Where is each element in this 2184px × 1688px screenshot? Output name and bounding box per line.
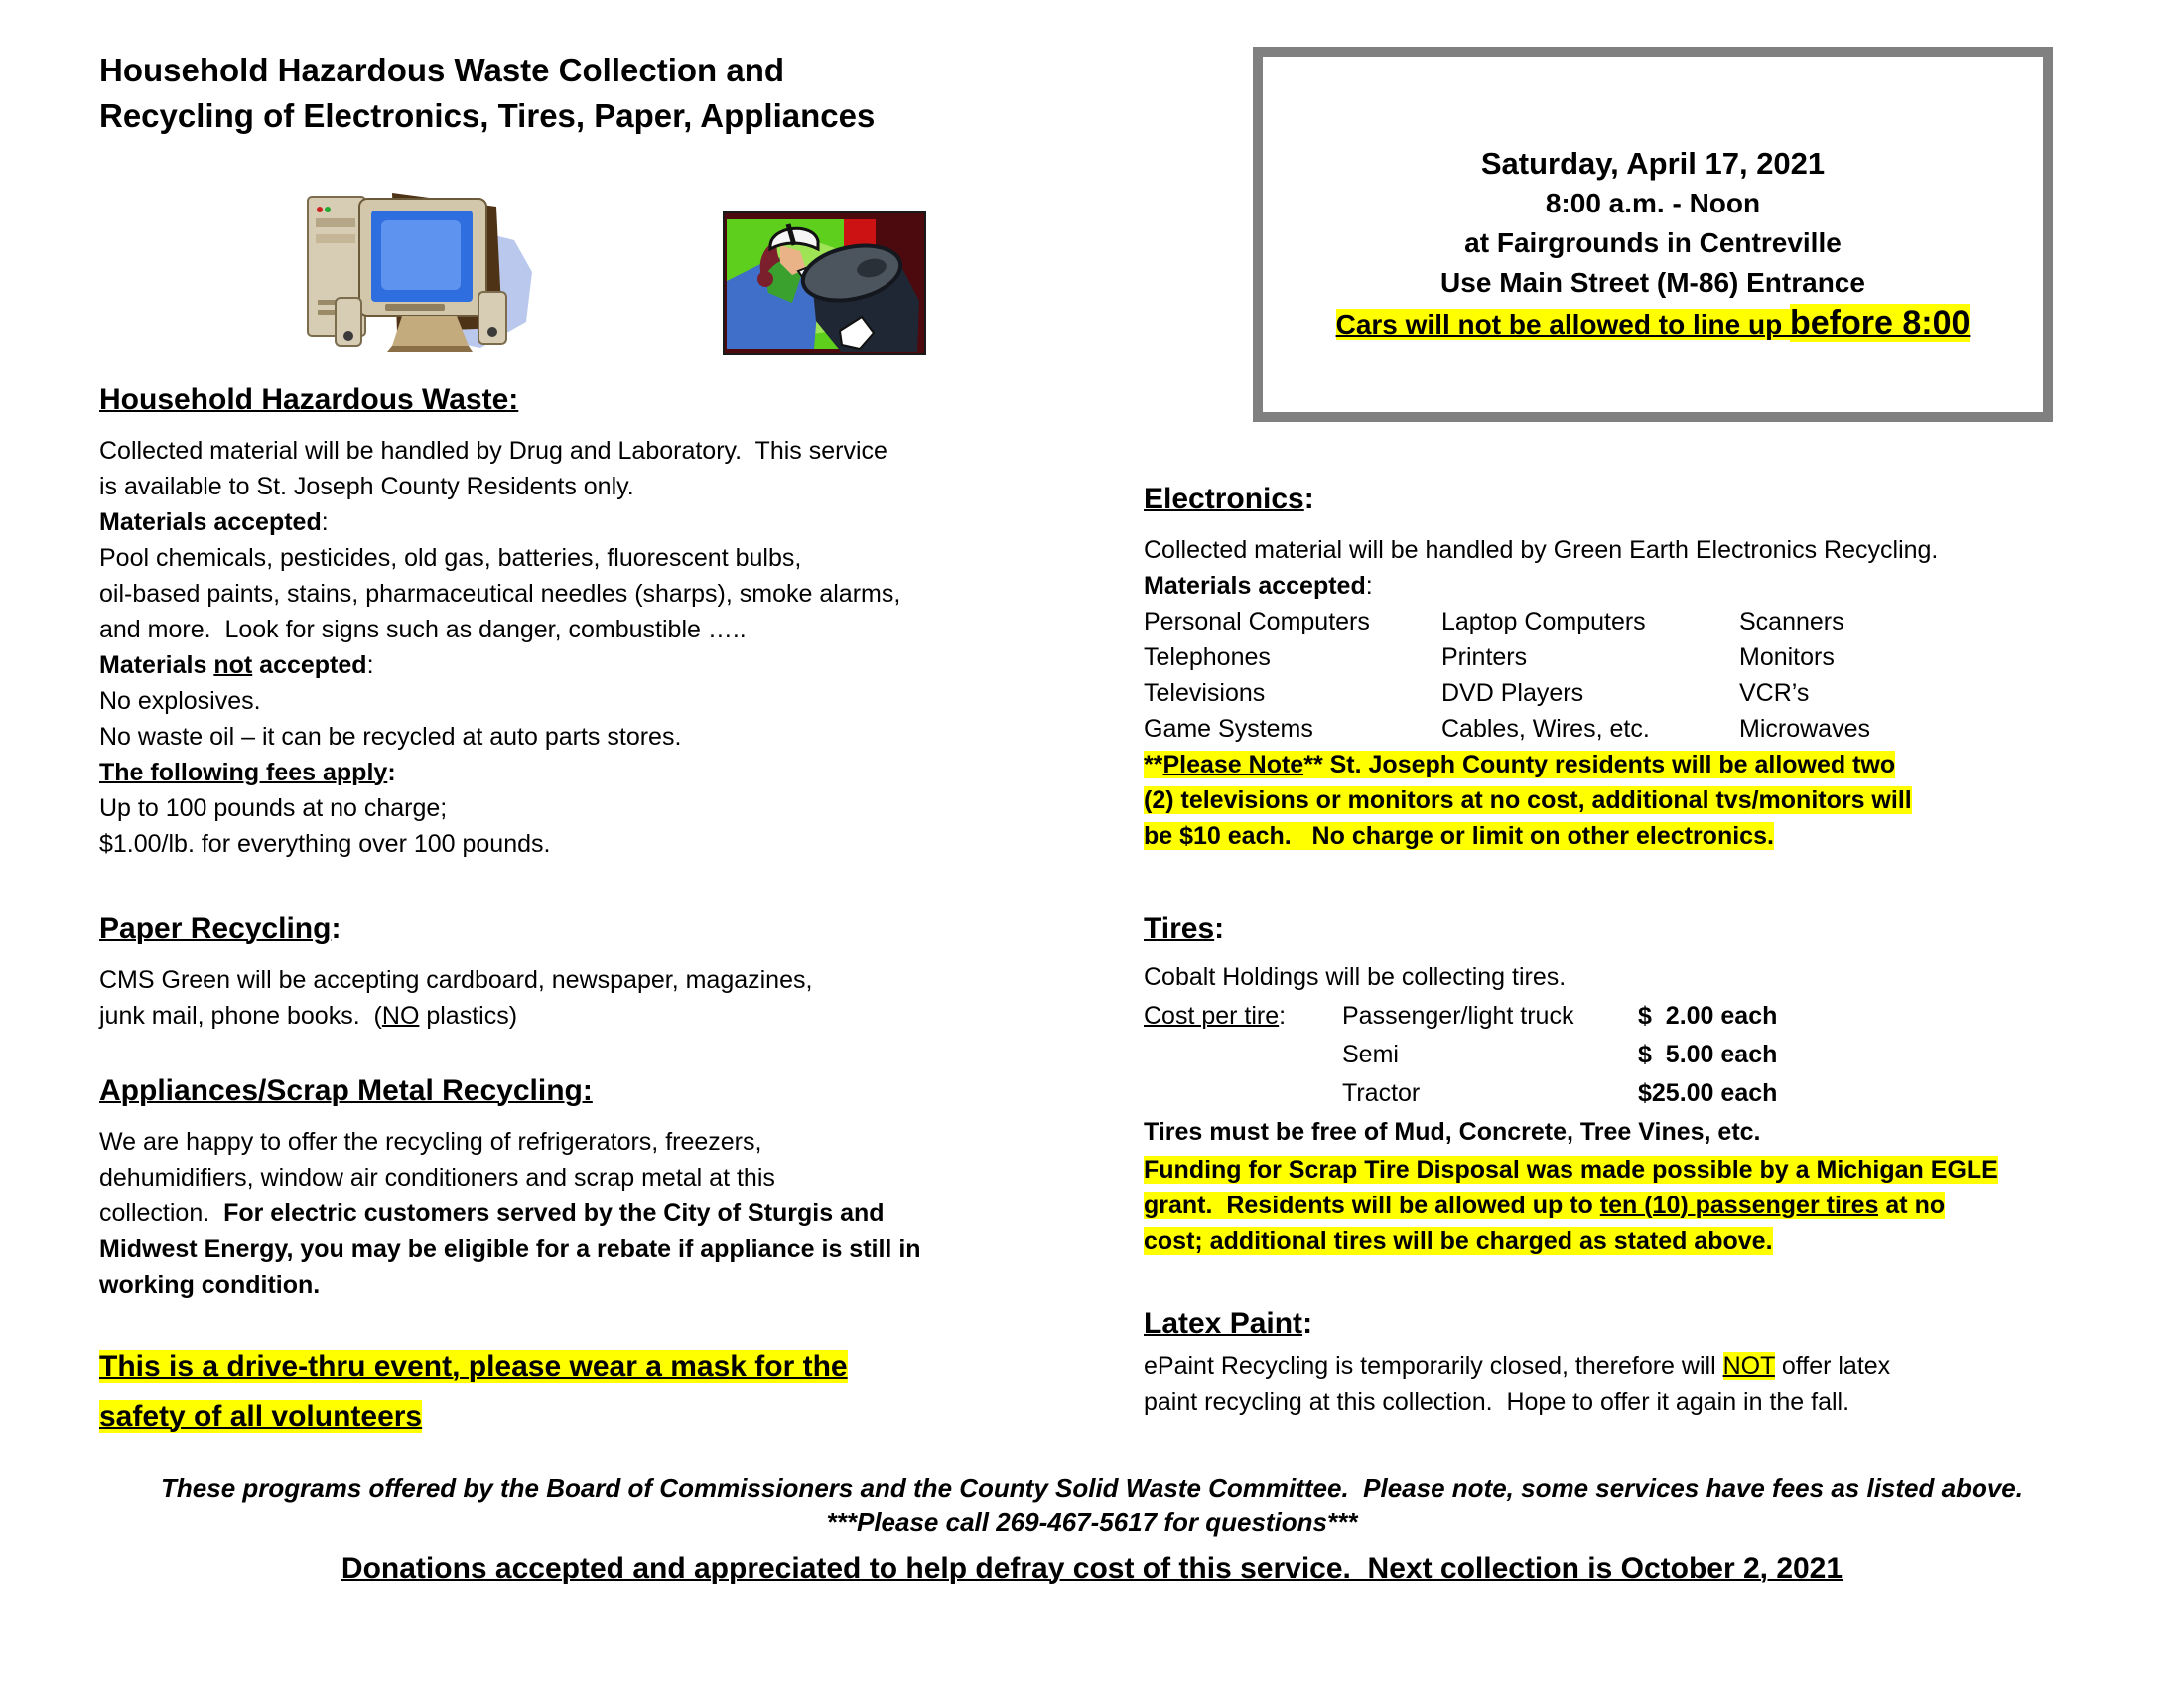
text-line: junk mail, phone books. (NO plastics) bbox=[99, 1002, 518, 1030]
text-line: paint recycling at this collection. Hope to offer it again in the fall. bbox=[1144, 1388, 1850, 1416]
event-lineup-warning: Cars will not be allowed to line up before 8:00 bbox=[1335, 304, 1971, 342]
grid-item: Laptop Computers bbox=[1441, 608, 1646, 635]
text-line: We are happy to offer the recycling of refrigerators, freezers, bbox=[99, 1128, 762, 1156]
text-line: No explosives. bbox=[99, 687, 261, 715]
worker-with-barrel-icon bbox=[723, 211, 926, 355]
grid-item: Televisions bbox=[1144, 679, 1266, 707]
text-line: CMS Green will be accepting cardboard, newspaper, magazines, bbox=[99, 966, 813, 994]
tire-type: Tractor bbox=[1342, 1079, 1421, 1107]
drive-thru-banner bbox=[99, 1342, 848, 1442]
grid-item: Cables, Wires, etc. bbox=[1441, 715, 1650, 743]
section-electronics bbox=[1144, 479, 2097, 854]
tire-cost-row bbox=[1144, 1074, 2097, 1113]
cost-per-tire-label: Cost per tire: bbox=[1144, 1002, 1287, 1030]
text-line: Materials not accepted: bbox=[99, 651, 374, 679]
banner-line: safety of all volunteers bbox=[99, 1400, 423, 1433]
text-line: ePaint Recycling is temporarily closed, therefore will NOT offer latex bbox=[1144, 1352, 1891, 1380]
desktop-computer-icon bbox=[298, 181, 546, 359]
tire-price: $25.00 each bbox=[1638, 1079, 1778, 1107]
tire-cost-row bbox=[1144, 997, 2097, 1036]
grid-item: DVD Players bbox=[1441, 679, 1584, 707]
event-entrance: Use Main Street (M-86) Entrance bbox=[1440, 267, 1865, 298]
section-appliances-scrap-metal bbox=[99, 1070, 921, 1303]
grid-item: Microwaves bbox=[1739, 715, 1870, 743]
page-title-line: Recycling of Electronics, Tires, Paper, Appliances bbox=[99, 97, 876, 134]
text-line: Midwest Energy, you may be eligible for a rebate if appliance is still in bbox=[99, 1235, 921, 1263]
worker-clipart-image bbox=[723, 211, 926, 360]
section-latex-paint bbox=[1144, 1303, 2097, 1420]
section-heading: Paper Recycling: bbox=[99, 913, 341, 945]
footer-donations-note: Donations accepted and appreciated to help defray cost of this service. Next collection is October 2, 2021 bbox=[341, 1552, 1843, 1585]
grid-item: Monitors bbox=[1739, 643, 1835, 671]
highlighted-note-line: **Please Note** St. Joseph County residents will be allowed two bbox=[1144, 751, 1896, 778]
grid-item: VCR’s bbox=[1739, 679, 1810, 707]
footer bbox=[0, 1472, 2184, 1591]
text-line: Pool chemicals, pesticides, old gas, batteries, fluorescent bulbs, bbox=[99, 544, 802, 572]
text-line: The following fees apply: bbox=[99, 759, 396, 786]
section-household-hazardous-waste bbox=[99, 379, 900, 862]
page-title-line: Household Hazardous Waste Collection and bbox=[99, 52, 785, 88]
grid-item: Printers bbox=[1441, 643, 1528, 671]
footer-phone-note: ***Please call 269-467-5617 for questions*** bbox=[826, 1507, 1358, 1537]
computer-clipart-image bbox=[298, 181, 546, 364]
grid-item: Scanners bbox=[1739, 608, 1844, 635]
section-paper-recycling bbox=[99, 909, 812, 1034]
text-line: Tires must be free of Mud, Concrete, Tree Vines, etc. bbox=[1144, 1118, 1761, 1146]
event-info-content bbox=[1263, 57, 2043, 345]
highlighted-note-line: be $10 each. No charge or limit on other electronics. bbox=[1144, 822, 1774, 850]
highlighted-note-line: grant. Residents will be allowed up to ten (10) passenger tires at no bbox=[1144, 1192, 1946, 1219]
electronics-grid-column bbox=[1441, 604, 1650, 747]
tire-price: $ 5.00 each bbox=[1638, 1041, 1778, 1068]
tire-type: Semi bbox=[1342, 1041, 1399, 1068]
grid-item: Telephones bbox=[1144, 643, 1271, 671]
text-line: $1.00/lb. for everything over 100 pounds. bbox=[99, 830, 551, 858]
highlighted-note-line: Funding for Scrap Tire Disposal was made possible by a Michigan EGLE bbox=[1144, 1156, 1998, 1184]
tire-cost-row bbox=[1144, 1036, 2097, 1074]
grid-item: Game Systems bbox=[1144, 715, 1313, 743]
event-time: 8:00 a.m. - Noon bbox=[1545, 188, 1761, 218]
highlighted-note-line: cost; additional tires will be charged as stated above. bbox=[1144, 1227, 1773, 1255]
electronics-grid-column bbox=[1739, 604, 1870, 747]
tire-price: $ 2.00 each bbox=[1638, 1002, 1778, 1030]
section-heading: Tires: bbox=[1144, 913, 1225, 945]
text-line: and more. Look for signs such as danger, combustible ….. bbox=[99, 616, 747, 643]
text-line: working condition. bbox=[99, 1271, 321, 1299]
event-date: Saturday, April 17, 2021 bbox=[1480, 146, 1826, 181]
text-line: oil-based paints, stains, pharmaceutical needles (sharps), smoke alarms, bbox=[99, 580, 901, 608]
section-tires bbox=[1144, 909, 2097, 1259]
text-line: collection. For electric customers served by the City of Sturgis and bbox=[99, 1199, 885, 1227]
tire-type: Passenger/light truck bbox=[1342, 1002, 1574, 1030]
text-line: Collected material will be handled by Drug and Laboratory. This service bbox=[99, 437, 887, 465]
text-line: Cobalt Holdings will be collecting tires. bbox=[1144, 963, 1567, 991]
event-location: at Fairgrounds in Centreville bbox=[1464, 227, 1842, 258]
highlighted-note-line: (2) televisions or monitors at no cost, additional tvs/monitors will bbox=[1144, 786, 1912, 814]
grid-item: Personal Computers bbox=[1144, 608, 1370, 635]
text-line: Materials accepted: bbox=[99, 508, 329, 536]
text-line: No waste oil – it can be recycled at auto parts stores. bbox=[99, 723, 682, 751]
banner-line: This is a drive-thru event, please wear a mask for the bbox=[99, 1350, 848, 1383]
tire-cost-table bbox=[1144, 997, 2097, 1113]
electronics-grid-column bbox=[1144, 604, 1370, 747]
page-title bbox=[99, 48, 875, 139]
footer-programs-note: These programs offered by the Board of Commissioners and the County Solid Waste Committee. Please note, some services have fees as listed above. bbox=[161, 1474, 2023, 1503]
section-heading: Latex Paint: bbox=[1144, 1307, 1313, 1339]
text-line: Materials accepted: bbox=[1144, 572, 1373, 600]
text-line: Up to 100 pounds at no charge; bbox=[99, 794, 448, 822]
event-info-box bbox=[1253, 47, 2053, 422]
section-heading: Appliances/Scrap Metal Recycling: bbox=[99, 1074, 593, 1107]
text-line: Collected material will be handled by Green Earth Electronics Recycling. bbox=[1144, 536, 1939, 564]
section-heading: Electronics: bbox=[1144, 483, 1314, 515]
text-line: dehumidifiers, window air conditioners and scrap metal at this bbox=[99, 1164, 775, 1192]
text-line: is available to St. Joseph County Residents only. bbox=[99, 473, 634, 500]
section-heading: Household Hazardous Waste: bbox=[99, 383, 519, 416]
electronics-materials-grid bbox=[1144, 604, 2097, 747]
